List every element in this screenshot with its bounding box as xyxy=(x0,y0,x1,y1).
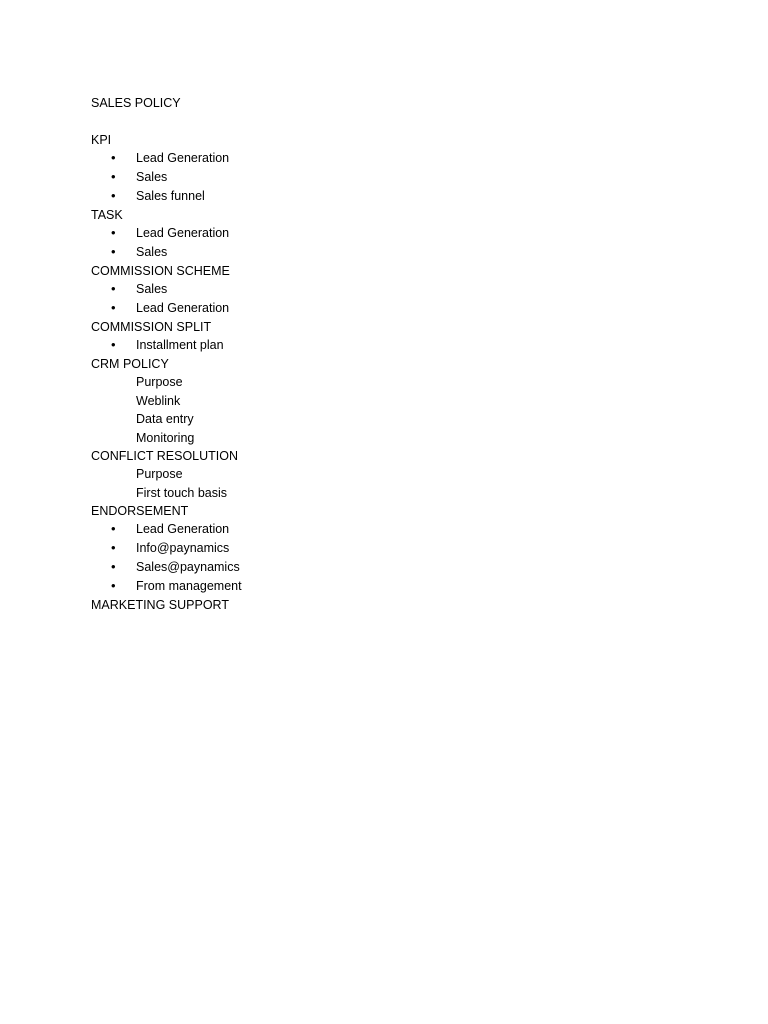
bullet-list-item: • Sales xyxy=(91,243,691,262)
bullet-list-item: • Sales funnel xyxy=(91,187,691,206)
section-heading: CRM POLICY xyxy=(91,357,169,371)
list-item: Monitoring xyxy=(136,430,195,445)
bullet-list-item: • Sales xyxy=(91,168,691,187)
bullet-list-item: • Lead Generation xyxy=(91,224,691,243)
section xyxy=(91,318,691,355)
section-list xyxy=(91,520,691,596)
bullet-list-item: • Lead Generation xyxy=(91,299,691,318)
bullet-list-item: • Installment plan xyxy=(91,336,691,355)
section xyxy=(91,206,691,262)
bullet-list-item: • Sales xyxy=(91,280,691,299)
section xyxy=(91,355,691,447)
bullet-list-item: • Lead Generation xyxy=(91,520,691,539)
section-list xyxy=(91,465,691,502)
section-heading: COMMISSION SCHEME xyxy=(91,264,230,278)
bullet-list-item: • Lead Generation xyxy=(91,149,691,168)
section xyxy=(91,131,691,206)
bullet-list-item: • Sales@paynamics xyxy=(91,558,691,577)
list-item: Purpose xyxy=(136,375,183,389)
section xyxy=(91,447,691,502)
section-heading: COMMISSION SPLIT xyxy=(91,320,212,334)
section-heading: MARKETING SUPPORT xyxy=(91,598,229,612)
document-title: SALES POLICY xyxy=(91,96,181,110)
bullet-list-item: • From management xyxy=(91,577,691,596)
section-heading: TASK xyxy=(91,208,123,222)
section-list xyxy=(91,280,691,318)
section-list xyxy=(91,149,691,206)
section-heading: KPI xyxy=(91,133,112,147)
bullet-list-item: • Info@paynamics xyxy=(91,539,691,558)
section-list xyxy=(91,373,691,447)
section-heading: ENDORSEMENT xyxy=(91,504,189,518)
section xyxy=(91,502,691,596)
section xyxy=(91,262,691,318)
document-body xyxy=(91,131,691,614)
list-item: Purpose xyxy=(136,467,183,481)
section-list xyxy=(91,224,691,262)
section xyxy=(91,596,691,614)
section-heading: CONFLICT RESOLUTION xyxy=(91,449,239,463)
section-list xyxy=(91,336,691,355)
list-item: Weblink xyxy=(136,393,181,408)
list-item: Data entry xyxy=(136,412,194,426)
list-item: First touch basis xyxy=(136,485,228,500)
